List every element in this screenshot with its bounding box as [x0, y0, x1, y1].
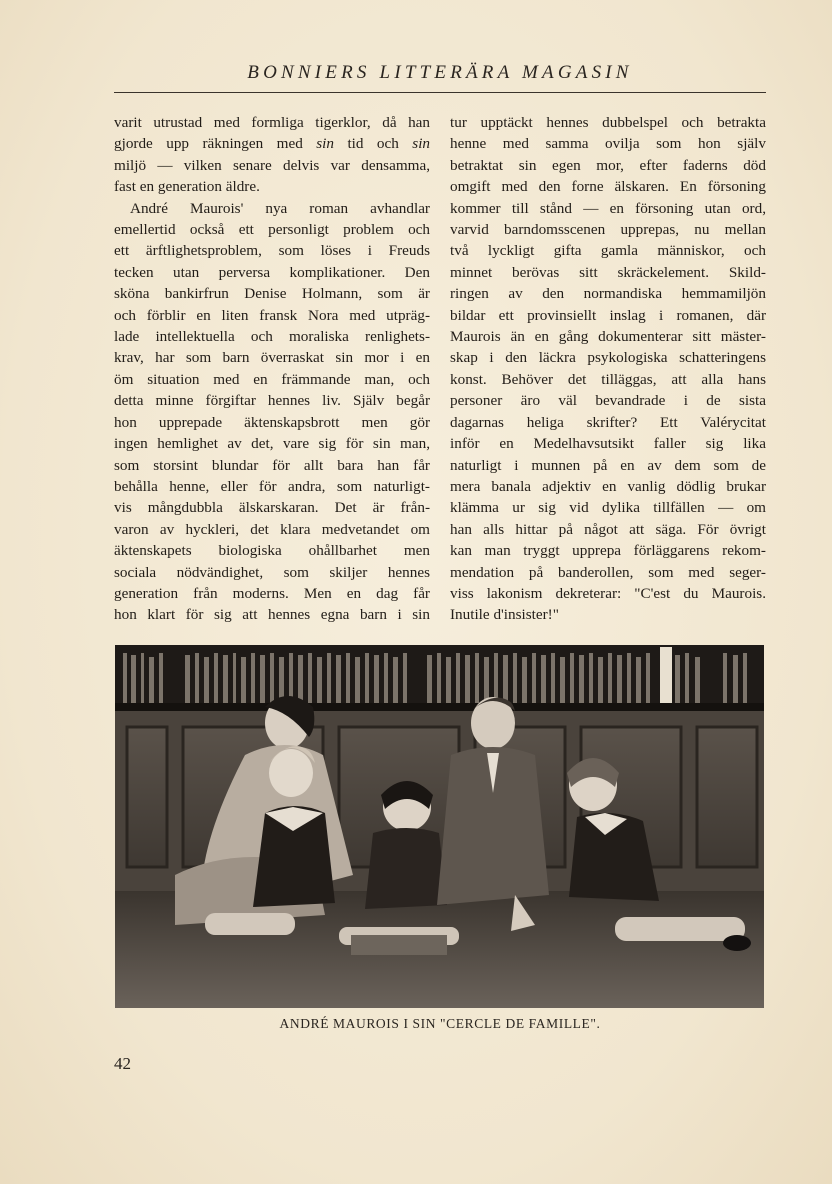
family-photograph [115, 645, 764, 1008]
text-line: miljö — vilken senare delvis var densamma, [114, 156, 430, 174]
text-line: viss lakonism dekreterar: "C'est du Maurois. [450, 584, 766, 602]
text-line: generation från moderns. Men en dag får [114, 584, 430, 602]
emphasized-word: sin [316, 135, 334, 153]
text-line: mendation på banderollen, som med seger- [450, 563, 766, 581]
running-title: BONNIERS LITTERÄRA MAGASIN [247, 62, 633, 83]
text-line: Inutile d'insister!" [450, 606, 559, 624]
header-rule [114, 92, 766, 93]
photo-caption: ANDRÉ MAUROIS I SIN "CERCLE DE FAMILLE". [279, 1016, 601, 1031]
emphasized-word: sin [412, 135, 431, 153]
text-line: ringen av den normandiska hemmamiljön [450, 285, 766, 303]
paragraph-start-line: André Maurois' nya roman avhandlar [130, 199, 430, 217]
text-line: Maurois än en gång dokumenterar sitt mäster- [450, 328, 766, 346]
text-line [114, 133, 430, 154]
text-line: klämma ur sig vid dylika tillfällen — om [450, 499, 766, 517]
text-line: behålla henne, eller för andra, som naturligt- [114, 477, 430, 495]
text-line: två lyckligt gifta gamla människor, och [450, 242, 766, 260]
text-line: han alls hittar på något att säga. För övrigt [450, 520, 766, 538]
text-segment: tid och [347, 135, 399, 153]
text-line: lade intellektuella och moraliska renlighets- [114, 328, 430, 346]
text-line: henne med samma ovilja som hon själv [450, 135, 766, 153]
text-line: fast en generation äldre. [114, 178, 260, 196]
text-line: betraktat sin egen mor, efter faderns död [450, 156, 766, 174]
text-line: minnet berövas sitt skräckelement. Skild- [450, 263, 766, 281]
right-text-column [450, 112, 766, 626]
text-line: varit utrustad med formliga tigerklor, då han [114, 114, 430, 131]
text-line: kommer till stånd — en försoning utan ord, [450, 199, 766, 217]
text-line: sköna bankirfrun Denise Holmann, som är [114, 285, 430, 303]
text-line: hon klart för sig att hennes egna barn i sin [114, 606, 430, 624]
text-line: naturligt i munnen på en av dem som de [450, 456, 766, 474]
text-line: inför en Medelhavsutsikt faller sig lika [450, 435, 766, 453]
text-line: emellertid också ett personligt problem och [114, 221, 430, 239]
text-line: som storsint blundar för allt bara han får [114, 456, 430, 474]
left-text-column [114, 112, 430, 626]
text-line: mera banala adjektiv en vanlig dödlig brukar [450, 477, 766, 495]
text-line: omgift med den forne älskaren. En försoning [450, 178, 766, 196]
text-line: varvid barndomsscenen upprepas, nu mellan [450, 221, 766, 239]
text-line: dagarnas heliga skrifter? Ett Valérycitat [450, 413, 766, 431]
text-line: konst. Behöver det tilläggas, att alla hans [450, 370, 766, 388]
text-line: sociala nödvändighet, som skiljer hennes [114, 563, 430, 581]
photo-illustration [115, 645, 764, 1008]
text-line: ett ärftlighetsproblem, som löses i Freuds [114, 242, 430, 260]
text-segment: gjorde upp räkningen med [114, 135, 303, 153]
text-line: krav, har som barn överraskat sin mor i en [114, 349, 430, 367]
text-line: vis mångdubbla älskarskaran. Det är från- [114, 499, 430, 517]
page-number: 42 [114, 1054, 131, 1073]
text-line: och förblir en liten fransk Nora med utpräg- [114, 306, 430, 324]
text-line: personer äro väl bevandrade i de sista [450, 392, 766, 410]
bookshelf [115, 645, 764, 711]
text-line: skap i den läckra psykologiska schatteringens [450, 349, 766, 367]
text-line: äktenskapets biologiska ohållbarhet men [114, 542, 430, 560]
text-line: tur upptäckt hennes dubbelspel och betrakta [450, 114, 766, 131]
text-line: bildar ett provinsiellt inslag i romanen, där [450, 306, 766, 324]
text-line: kan man tryggt upprepa förläggarens rekom- [450, 542, 766, 560]
text-line: varon av hyckleri, det klara medvetandet om [114, 520, 430, 538]
text-line: ingen hemlighet av det, vare sig för sin man, [114, 435, 430, 453]
text-line: tecken utan perversa komplikationer. Den [114, 263, 430, 281]
text-line: detta minne förgiftar hennes liv. Själv begår [114, 392, 430, 410]
text-line: öm situation med en främmande man, och [114, 370, 430, 388]
text-line: hon upprepade äktenskapsbrott men gör [114, 413, 430, 431]
